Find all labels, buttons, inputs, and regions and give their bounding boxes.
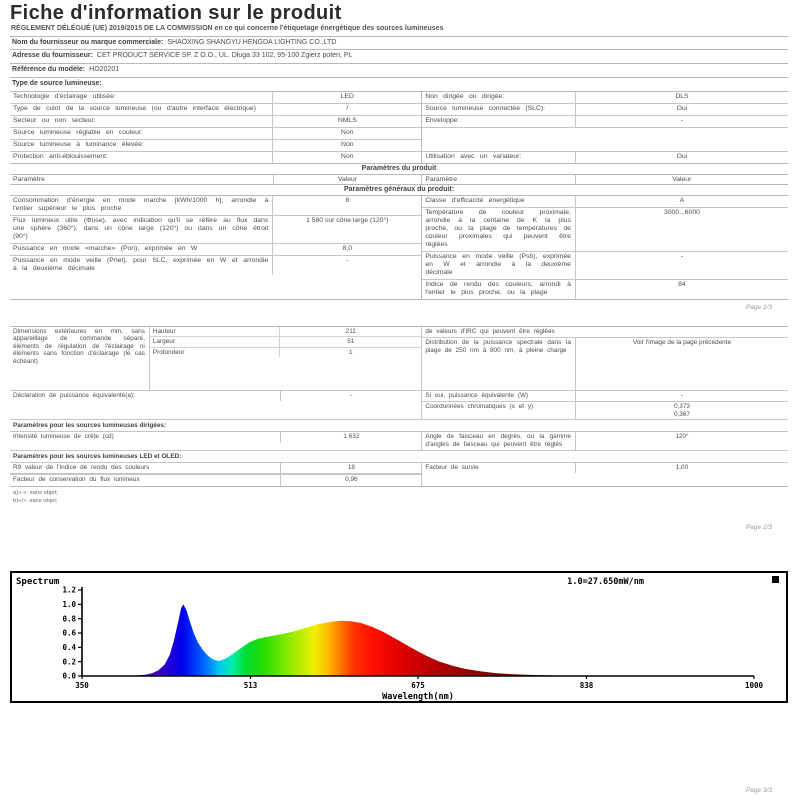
row-value: - xyxy=(680,116,684,124)
svg-text:0.2: 0.2 xyxy=(62,657,76,667)
survival-factor-row xyxy=(422,463,788,474)
row-label: Angle de faisceau en degrés, ou la gamme d'angles de faisceau qui peuvent être réglés xyxy=(422,432,576,450)
supplier-label: Nom du fournisseur ou marque commerciale: xyxy=(12,38,164,46)
directional-band xyxy=(10,432,788,451)
page-1 xyxy=(10,3,788,311)
footnotes xyxy=(13,489,788,505)
svg-text:513: 513 xyxy=(243,681,258,690)
row-value: NMLS xyxy=(337,116,357,124)
x-axis-label: Wavelength(nm) xyxy=(382,692,454,701)
table-row xyxy=(10,128,421,140)
table-row xyxy=(422,104,788,116)
general-params-header: Paramètres généraux du produit: xyxy=(10,185,788,196)
row-value xyxy=(576,402,788,419)
dimensions-band xyxy=(10,327,788,391)
row-value: Non xyxy=(341,152,354,160)
row-value: 8 xyxy=(345,196,350,204)
page-2 xyxy=(10,326,788,505)
row-value: 1 580 sur cône large (120°) xyxy=(306,216,389,224)
row-label: Secteur ou non secteur: xyxy=(10,116,273,127)
table-row xyxy=(422,151,788,163)
table-row xyxy=(422,116,788,128)
row-label: Intensité lumineuse de crête (cd) xyxy=(10,432,281,443)
general-params-table xyxy=(10,196,788,300)
row-label: Source lumineuse réglable en couleur: xyxy=(10,128,273,139)
dim-value: 51 xyxy=(347,338,355,346)
si-oui-row xyxy=(422,391,788,403)
spectrum-chart xyxy=(10,571,788,703)
svg-text:0.4: 0.4 xyxy=(62,643,76,653)
row-value: 84 xyxy=(678,280,686,288)
declaration-band xyxy=(10,391,788,421)
regulation-subtitle: RÈGLEMENT DÉLÉGUÉ (UE) 2019/2015 DE LA COMMISSION en ce qui concerne l'étiquetage énergétique des sources lumineuses xyxy=(10,24,788,37)
col-param-right: Paramètre xyxy=(422,175,575,184)
source-type-label: Type de source lumineuse: xyxy=(12,79,102,87)
spectrum-svg xyxy=(12,573,786,701)
row-label: Non dirigée ou dirigée: xyxy=(422,92,576,103)
svg-text:1000: 1000 xyxy=(744,681,764,690)
row-value: Non xyxy=(341,140,354,148)
row-label: Flux lumineux utile (Φuse), avec indication qu'il se réfère au flux dans une sphère (360°), dans un cône large (120°) ou dans un cône étroit (90°) xyxy=(10,216,273,243)
row-value: Oui xyxy=(676,152,688,160)
type-table-left xyxy=(10,92,422,163)
corner-marker xyxy=(772,576,779,583)
page-3-footer: Page 3/3 xyxy=(745,787,772,794)
chart-scale-note: 1.0=27.650mW/nm xyxy=(567,577,644,587)
svg-text:350: 350 xyxy=(75,681,89,690)
row-value: Voir l'image de la page précédente xyxy=(632,339,732,347)
svg-text:0.6: 0.6 xyxy=(62,628,76,638)
dimensions-label: Dimensions extérieures en mm, sans appareillage de commande séparé, éléments de régulation de l'éclairage ni éléments sans fonction d'éclairage (le cas échéant) xyxy=(10,327,150,390)
page-2-table xyxy=(10,326,788,487)
row-label: Technologie d'éclairage utilisée: xyxy=(10,92,273,103)
coord-x: 0,373 xyxy=(673,403,690,411)
page-title: Fiche d'information sur le produit xyxy=(10,2,342,24)
row-value: 1 632 xyxy=(343,432,360,440)
row-label: Source lumineuse à luminance élevée: xyxy=(10,140,273,151)
table-row xyxy=(10,244,421,256)
table-row xyxy=(422,252,788,280)
table-row xyxy=(150,348,421,358)
svg-text:1.0: 1.0 xyxy=(62,600,76,610)
column-header-row xyxy=(10,175,788,185)
chromaticity-row xyxy=(422,402,788,419)
row-label: Type de culot de la source lumineuse (ou d'autre interface électrique) xyxy=(10,104,273,115)
led-oled-band xyxy=(10,463,788,486)
row-label: Facteur de conservation du flux lumineux xyxy=(10,475,281,486)
svg-text:675: 675 xyxy=(411,681,425,690)
model-label: Référence du modèle: xyxy=(12,66,86,74)
supplier-value: SHAOXING SHANGYU HENGDA LIGHTING CO.,LTD xyxy=(167,38,337,46)
dim-value: 1 xyxy=(348,348,353,356)
row-value: DLS xyxy=(675,92,689,100)
col-value-right: Valeur xyxy=(672,175,692,183)
svg-text:0.0: 0.0 xyxy=(62,671,76,681)
x-axis-ticks xyxy=(75,676,763,690)
footnote-b: b)«/»: sans objet; xyxy=(13,497,58,504)
table-row xyxy=(10,92,421,104)
row-label: Facteur de survie xyxy=(422,463,576,474)
page-2-footer: Page 2/3 xyxy=(745,524,772,531)
row-label: Enveloppe: xyxy=(422,116,576,127)
row-label: Puissance en mode veille (Pnet), pour SLC, exprimée en W et arrondie à la deuxième décimale xyxy=(10,256,273,275)
row-value: LED xyxy=(340,92,354,100)
row-value: 0,96 xyxy=(345,476,358,484)
address-row xyxy=(10,50,788,64)
page-1-footer: Page 1/3 xyxy=(745,303,772,311)
footnote-a: a)«-»: sans objet; xyxy=(13,489,58,496)
table-row xyxy=(150,327,421,338)
dim-value: 211 xyxy=(345,327,356,335)
model-value: HO20201 xyxy=(89,66,120,74)
row-label: Température de couleur proximale, arrondie à la centaine de K la plus proche, ou la plage de températures de couleur proximales qui peuvent être réglées xyxy=(422,208,576,251)
address-label: Adresse du fournisseur: xyxy=(12,52,93,60)
general-left xyxy=(10,196,422,299)
dimensions-row xyxy=(10,327,421,390)
coord-y: 0,367 xyxy=(673,410,690,418)
col-param-left: Paramètre xyxy=(10,175,274,184)
row-label: Si oui, puissance équivalente (W) xyxy=(422,391,576,402)
row-value: 3000...6000 xyxy=(663,208,700,216)
table-row xyxy=(422,196,788,208)
row-label: Déclaration de puissance équivalente(a): xyxy=(10,391,281,402)
row-label: R9 valeur de l'indice de rendu des couleurs xyxy=(10,463,281,474)
dim-name: Profondeur xyxy=(150,348,280,358)
model-row xyxy=(10,64,788,78)
row-value: Non xyxy=(341,128,354,136)
table-row xyxy=(10,116,421,128)
y-axis-ticks xyxy=(62,586,82,681)
source-type-row xyxy=(10,78,788,92)
dim-name: Hauteur xyxy=(150,327,280,337)
row-label: Coordonnées chromatiques (x et y) xyxy=(422,402,576,419)
row-label: Puissance en mode «marche» (Pon), exprimée en W xyxy=(10,244,273,255)
row-label: Source lumineuse connectée (SLC): xyxy=(422,104,576,115)
declaration-row xyxy=(10,391,421,402)
row-value: - xyxy=(680,252,684,260)
supplier-row xyxy=(10,37,788,51)
spd-area xyxy=(82,604,754,676)
peak-intensity-row xyxy=(10,432,421,443)
row-value: - xyxy=(350,391,353,399)
irc-continuation: de valeurs d'IRC qui peuvent être réglées xyxy=(422,327,788,339)
row-label: Consommation d'énergie en mode marche [kWh/1000 h], arrondie à l'entier supérieur le plus proche xyxy=(10,196,273,215)
row-label: Puissance en mode veille (Psb), exprimée en W et arrondie à la deuxième décimale xyxy=(422,252,576,279)
row-value: - xyxy=(346,256,349,264)
svg-text:838: 838 xyxy=(579,681,594,690)
table-row xyxy=(10,216,421,244)
table-row xyxy=(10,152,421,163)
row-value: / xyxy=(346,104,349,112)
row-value: 8,0 xyxy=(342,244,353,252)
table-row xyxy=(150,337,421,348)
row-value: 18 xyxy=(347,463,355,471)
row-label: Indice de rendu des couleurs, arrondi à l'entier le plus proche, ou la plage xyxy=(422,280,576,299)
distribution-row xyxy=(422,338,788,389)
row-value: A xyxy=(679,196,685,204)
row-value: Oui xyxy=(676,104,688,112)
row-label: Protection anti-éblouissement: xyxy=(10,152,273,163)
col-value-left: Valeur xyxy=(274,175,423,184)
row-label: Distribution de la puissance spectrale dans la plage de 250 nm à 800 nm, à pleine charge xyxy=(422,338,576,389)
general-right xyxy=(422,196,788,299)
directional-sources-header: Paramètres pour les sources lumineuses dirigées: xyxy=(10,420,788,432)
dimensions-subtable xyxy=(150,327,421,390)
table-row xyxy=(10,256,421,275)
chart-title: Spectrum xyxy=(16,577,60,587)
table-row xyxy=(10,196,421,216)
address-value: CET PRODUCT SERVICE SP. Z O.O., UL. Długa 33 102, 95-100 Zgierz poten, PL xyxy=(96,52,353,60)
row-label: Utilisation avec un variateur: xyxy=(422,152,576,163)
table-row xyxy=(422,208,788,252)
light-source-type-table xyxy=(10,92,788,164)
type-table-right xyxy=(422,92,788,163)
svg-text:1.2: 1.2 xyxy=(62,585,76,595)
table-row xyxy=(10,140,421,152)
row-value: 120° xyxy=(675,432,689,440)
table-row xyxy=(422,92,788,104)
r9-row xyxy=(10,463,421,475)
row-value: - xyxy=(680,391,683,399)
row-label: Classe d'efficacité énergétique xyxy=(422,196,576,207)
table-row xyxy=(10,104,421,116)
table-row xyxy=(422,280,788,299)
product-params-header: Paramètres du produit xyxy=(10,164,788,175)
row-value: 1,00 xyxy=(675,463,689,471)
lumen-maintenance-row xyxy=(10,474,421,486)
dim-name: Largeur xyxy=(150,337,280,347)
svg-text:0.8: 0.8 xyxy=(62,614,76,624)
led-oled-header: Paramètres pour les sources lumineuses LED et OLED: xyxy=(10,451,788,463)
beam-angle-row xyxy=(422,432,788,450)
